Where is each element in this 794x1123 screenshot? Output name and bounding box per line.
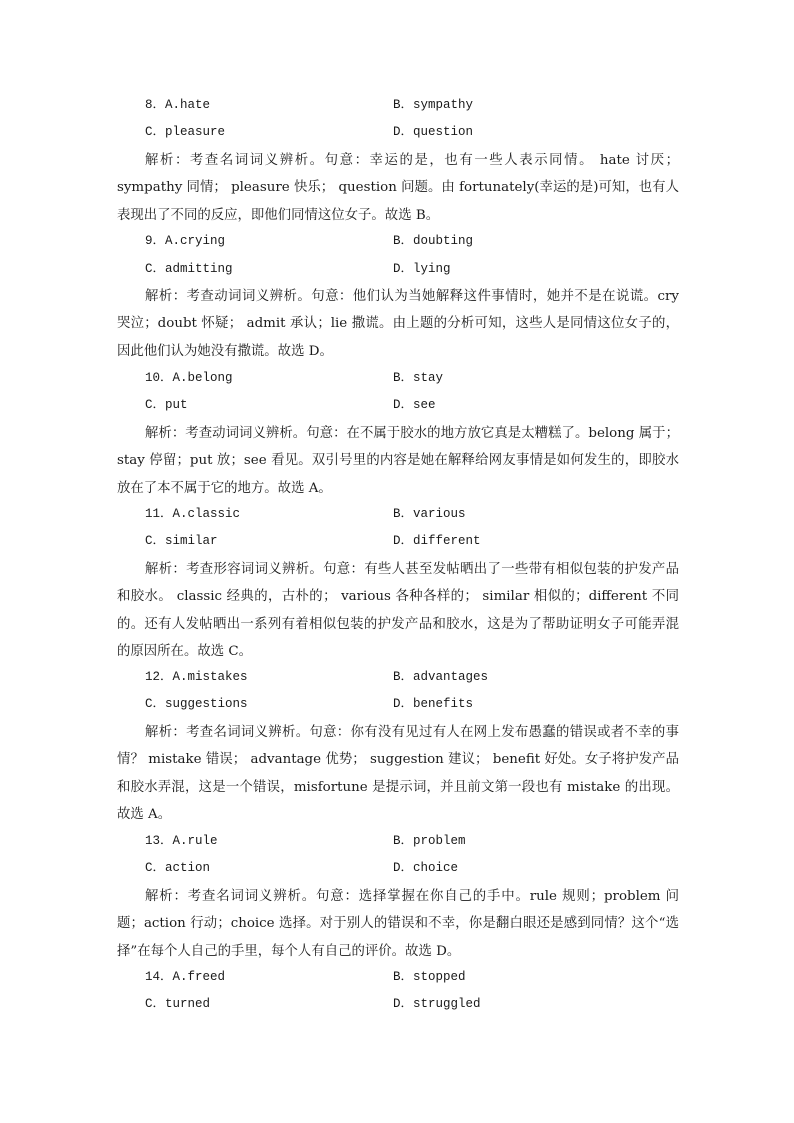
analysis-paragraph: 解析：考查动词词义辨析。句意：在不属于胶水的地方放它真是太糟糕了。belong 属于；stay 停留；put 放；see 看见。双引号里的内容是她在解释给网友事情是如何发生的，即胶水放在了本不属于它的地方。故选 A。 <box>117 426 679 496</box>
option-a: 8．A.hate <box>145 98 211 112</box>
option-b: B．advantages <box>393 670 489 684</box>
option-a: 10．A.belong <box>145 371 233 385</box>
option-a: 13．A.rule <box>145 834 218 848</box>
option-row <box>145 228 705 255</box>
option-a: 11．A.classic <box>145 507 241 521</box>
option-c: C．suggestions <box>145 697 248 711</box>
option-d: D．lying <box>393 262 451 276</box>
option-a: 12．A.mistakes <box>145 670 248 684</box>
option-row <box>145 691 705 718</box>
option-b: B．stay <box>393 371 444 385</box>
option-a: 9．A.crying <box>145 234 226 248</box>
analysis-paragraph: 解析：考查动词词义辨析。句意：他们认为当她解释这件事情时，她并不是在说谎。cry 哭泣；doubt 怀疑； admit 承认；lie 撒谎。由上题的分析可知，这些人是同情这位女子的，因此他们认为她没有撒谎。故选 D。 <box>117 289 679 359</box>
analysis-paragraph: 解析：考查名词词义辨析。句意：幸运的是，也有一些人表示同情。 hate 讨厌；sympathy 同情； pleasure 快乐； question 问题。由 fortunately(幸运的是)可知，也有人表现出了不同的反应，即他们同情这位女子。故选 B。 <box>117 153 679 223</box>
option-d: D．benefits <box>393 697 474 711</box>
option-c: C．put <box>145 398 188 412</box>
option-d: D．different <box>393 534 481 548</box>
option-d: D．see <box>393 398 436 412</box>
option-row <box>145 828 705 855</box>
option-c: C．pleasure <box>145 125 226 139</box>
option-c: C．action <box>145 861 211 875</box>
option-b: B．problem <box>393 834 466 848</box>
option-row <box>145 501 705 528</box>
option-row <box>145 365 705 392</box>
option-row <box>145 392 705 419</box>
option-row <box>145 256 705 283</box>
option-d: D．choice <box>393 861 459 875</box>
option-b: B．sympathy <box>393 98 474 112</box>
option-b: B．various <box>393 507 466 521</box>
option-row <box>145 92 705 119</box>
analysis-paragraph: 解析：考查形容词词义辨析。句意：有些人甚至发帖晒出了一些带有相似包装的护发产品和胶水。 classic 经典的，古朴的； various 各种各样的； similar 相似的；different 不同的。还有人发帖晒出一系列有着相似包装的护发产品和胶水，这是为了帮助证明女子可能弄混的原因所在。故选 C。 <box>117 562 679 659</box>
option-row <box>145 855 705 882</box>
option-c: C．similar <box>145 534 218 548</box>
option-row <box>145 964 705 991</box>
option-row <box>145 664 705 691</box>
option-a: 14．A.freed <box>145 970 226 984</box>
option-b: B．stopped <box>393 970 466 984</box>
option-row <box>145 119 705 146</box>
option-b: B．doubting <box>393 234 474 248</box>
analysis-paragraph: 解析：考查名词词义辨析。句意：选择掌握在你自己的手中。rule 规则；problem 问题；action 行动；choice 选择。对于别人的错误和不幸，你是翻白眼还是感到同情？这个“选择”在每个人自己的手里，每个人有自己的评价。故选 D。 <box>117 889 679 959</box>
option-row <box>145 528 705 555</box>
option-c: C．turned <box>145 997 211 1011</box>
analysis-paragraph: 解析：考查名词词义辨析。句意：你有没有见过有人在网上发布愚蠢的错误或者不幸的事情？ mistake 错误； advantage 优势； suggestion 建议； benefit 好处。女子将护发产品和胶水弄混，这是一个错误，misfortune 是提示词，并且前文第一段也有 mistake 的出现。故选 A。 <box>117 725 679 822</box>
option-d: D．question <box>393 125 474 139</box>
option-c: C．admitting <box>145 262 233 276</box>
option-row <box>145 991 705 1018</box>
option-d: D．struggled <box>393 997 481 1011</box>
